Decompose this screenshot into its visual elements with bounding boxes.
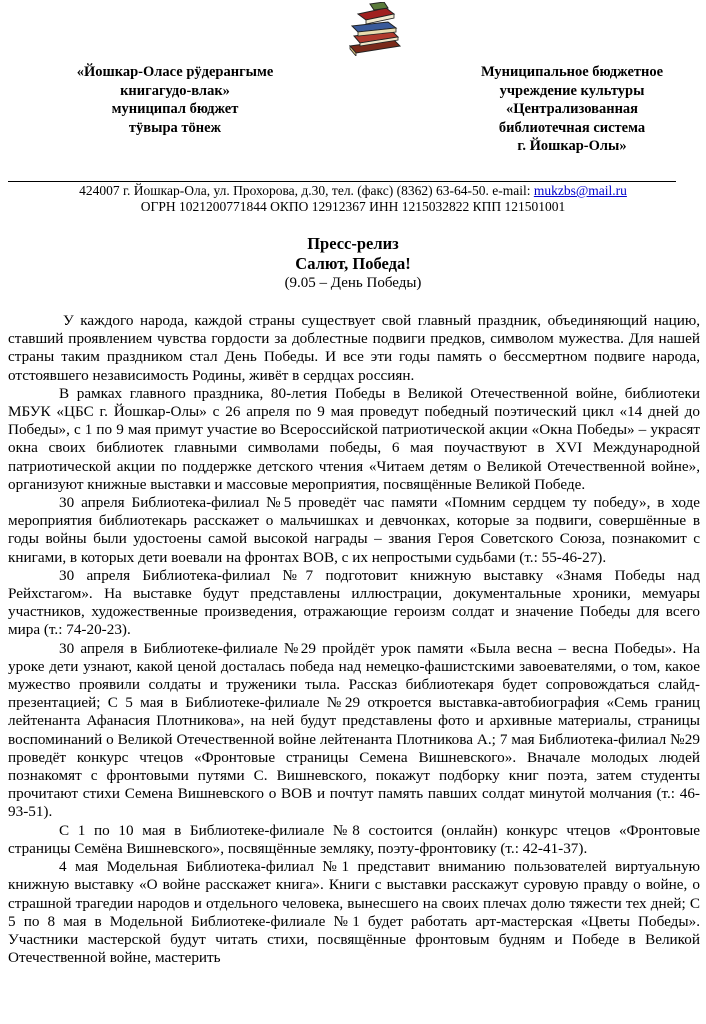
header-right-organization [436, 63, 706, 156]
header-right-line: «Централизованная [505, 101, 639, 117]
body-paragraph: 30 апреля в Библиотеке-филиале №29 пройдёт урок памяти «Была весна – весна Победы». На уроке дети узнают, какой ценой досталась победа над немецко-фашистскими завоевателями, о том, какое мужество проявили солдаты и труженики тыла. Рассказ библиотекаря будет сопровождаться слайд-презентацией; С 5 мая в Библиотеке-филиале №29 откроется выставка-автобиография «Семь границ лейтенанта Афанасия Плотникова», на ней будут представлены фото и архивные материалы, страницы воспоминаний о Великой Отечественной войне лейтенанта Плотникова А.; 7 мая Библиотека-филиал №29 проведёт конкурс чтецов «Фронтовые страницы Семена Вишневского». Вначале молодых людей познакомят с фронтовыми путями С. Вишневского, покажут подборку книг поэта, затем студенты прочитают стихи Семена Вишневского о ВОВ и почтут память павших солдат минутой молчания (т.: 46-93-51). [8, 639, 700, 821]
document-type-heading: Пресс-релиз [307, 234, 399, 253]
body-paragraph: У каждого народа, каждой страны существует свой главный праздник, объединяющий нацию, ставший проявлением чувства гордости за доблестные подвиги предков, символом мужества. Для нашей страны таким праздником стал День Победы. И все эти годы память о бессмертном подвиге народа, отстоявшего независимость Родины, живёт в сердцах россиян. [8, 312, 700, 384]
body-paragraph: С 1 по 10 мая в Библиотеке-филиале №8 состоится (онлайн) конкурс чтецов «Фронтовые страницы Семёна Вишневского», посвящённые земляку, поэту-фронтовику (т.: 42-41-37). [8, 821, 700, 857]
header-left-line: «Йошкар-Оласе рӱдерангыме [76, 64, 274, 80]
header-right-line: Муниципальное бюджетное [480, 64, 664, 80]
header-left-organization [40, 63, 310, 137]
header-left-line: книгагудо-влак» [120, 82, 230, 99]
press-release-title [0, 234, 706, 292]
contact-address: 424007 г. Йошкар-Ола, ул. Прохорова, д.30, тел. (факс) (8362) 63-64-50. e-mail: [79, 183, 534, 198]
email-link[interactable]: mukzbs@mail.ru [533, 183, 627, 198]
document-title: Салют, Победа! [295, 254, 411, 273]
books-stack-icon [344, 2, 406, 56]
body-paragraph: В рамках главного праздника, 80-летия Победы в Великой Отечественной войне, библиотеки МБУК «ЦБС г. Йошкар-Олы» с 26 апреля по 9 мая проведут победный поэтический цикл «14 дней до Победы», с 1 по 9 мая примут участие во Всероссийской патриотической акции «Окна Победы» – украсят окна своих библиотек главными символами победы, 6 мая поучаствуют в XVI Международной патриотической акции по поддержке детского чтения «Читаем детям о Великой Отечественной войне», организуют книжные выставки и массовые мероприятия, посвящённые Великой Победе. [8, 384, 700, 493]
header-right-line: г. Йошкар-Олы» [517, 138, 627, 154]
registration-codes: ОГРН 1021200771844 ОКПО 12912367 ИНН 1215032822 КПП 121501001 [140, 199, 566, 214]
header-right-line: учреждение культуры [499, 82, 645, 99]
contact-block [0, 183, 706, 215]
body-paragraph: 30 апреля Библиотека-филиал №5 проведёт час памяти «Помним сердцем ту победу», в ходе мероприятия библиотекарь расскажет о мальчишках и девчонках, которые за подвиги, совершённые в годы войны были удостоены самой высокой награды – звания Героя Советского Союза, познакомит с книгами, в которых дети воевали на фронтах ВОВ, с их непростыми судьбами (т.: 55-46-27). [8, 494, 700, 566]
header-left-line: муниципал бюджет [111, 101, 239, 117]
document-subtitle: (9.05 – День Победы) [284, 275, 422, 291]
body-paragraph: 30 апреля Библиотека-филиал №7 подготовит книжную выставку «Знамя Победы над Рейхстагом». На выставке будут представлены иллюстрации, документальные хроники, мемуары участников, художественные произведения, отражающие героизм солдат и значение Победы для всего мира (т.: 74-20-23). [8, 566, 700, 639]
contact-address-line [0, 183, 706, 199]
document-body [8, 312, 700, 967]
header-divider [8, 181, 676, 182]
body-paragraph: 4 мая Модельная Библиотека-филиал №1 представит вниманию пользователей виртуальную книжную выставку «О войне расскажет книга». Книги с выставки расскажут суровую правду о войне, о страшной трагедии народов и отдельного человека, вынесшего на своих плечах долю тяжести тех дней; С 5 по 8 мая в Модельной Библиотеке-филиале №1 будет работать арт-мастерская «Цветы Победы». Участники мастерской будут читать стихи, посвящённые фронтовым будням и Победе в Великой Отечественной войне, мастерить [8, 858, 700, 967]
header-left-line: тӱвыра тӧнеж [128, 119, 222, 136]
header-right-line: библиотечная система [498, 119, 646, 136]
